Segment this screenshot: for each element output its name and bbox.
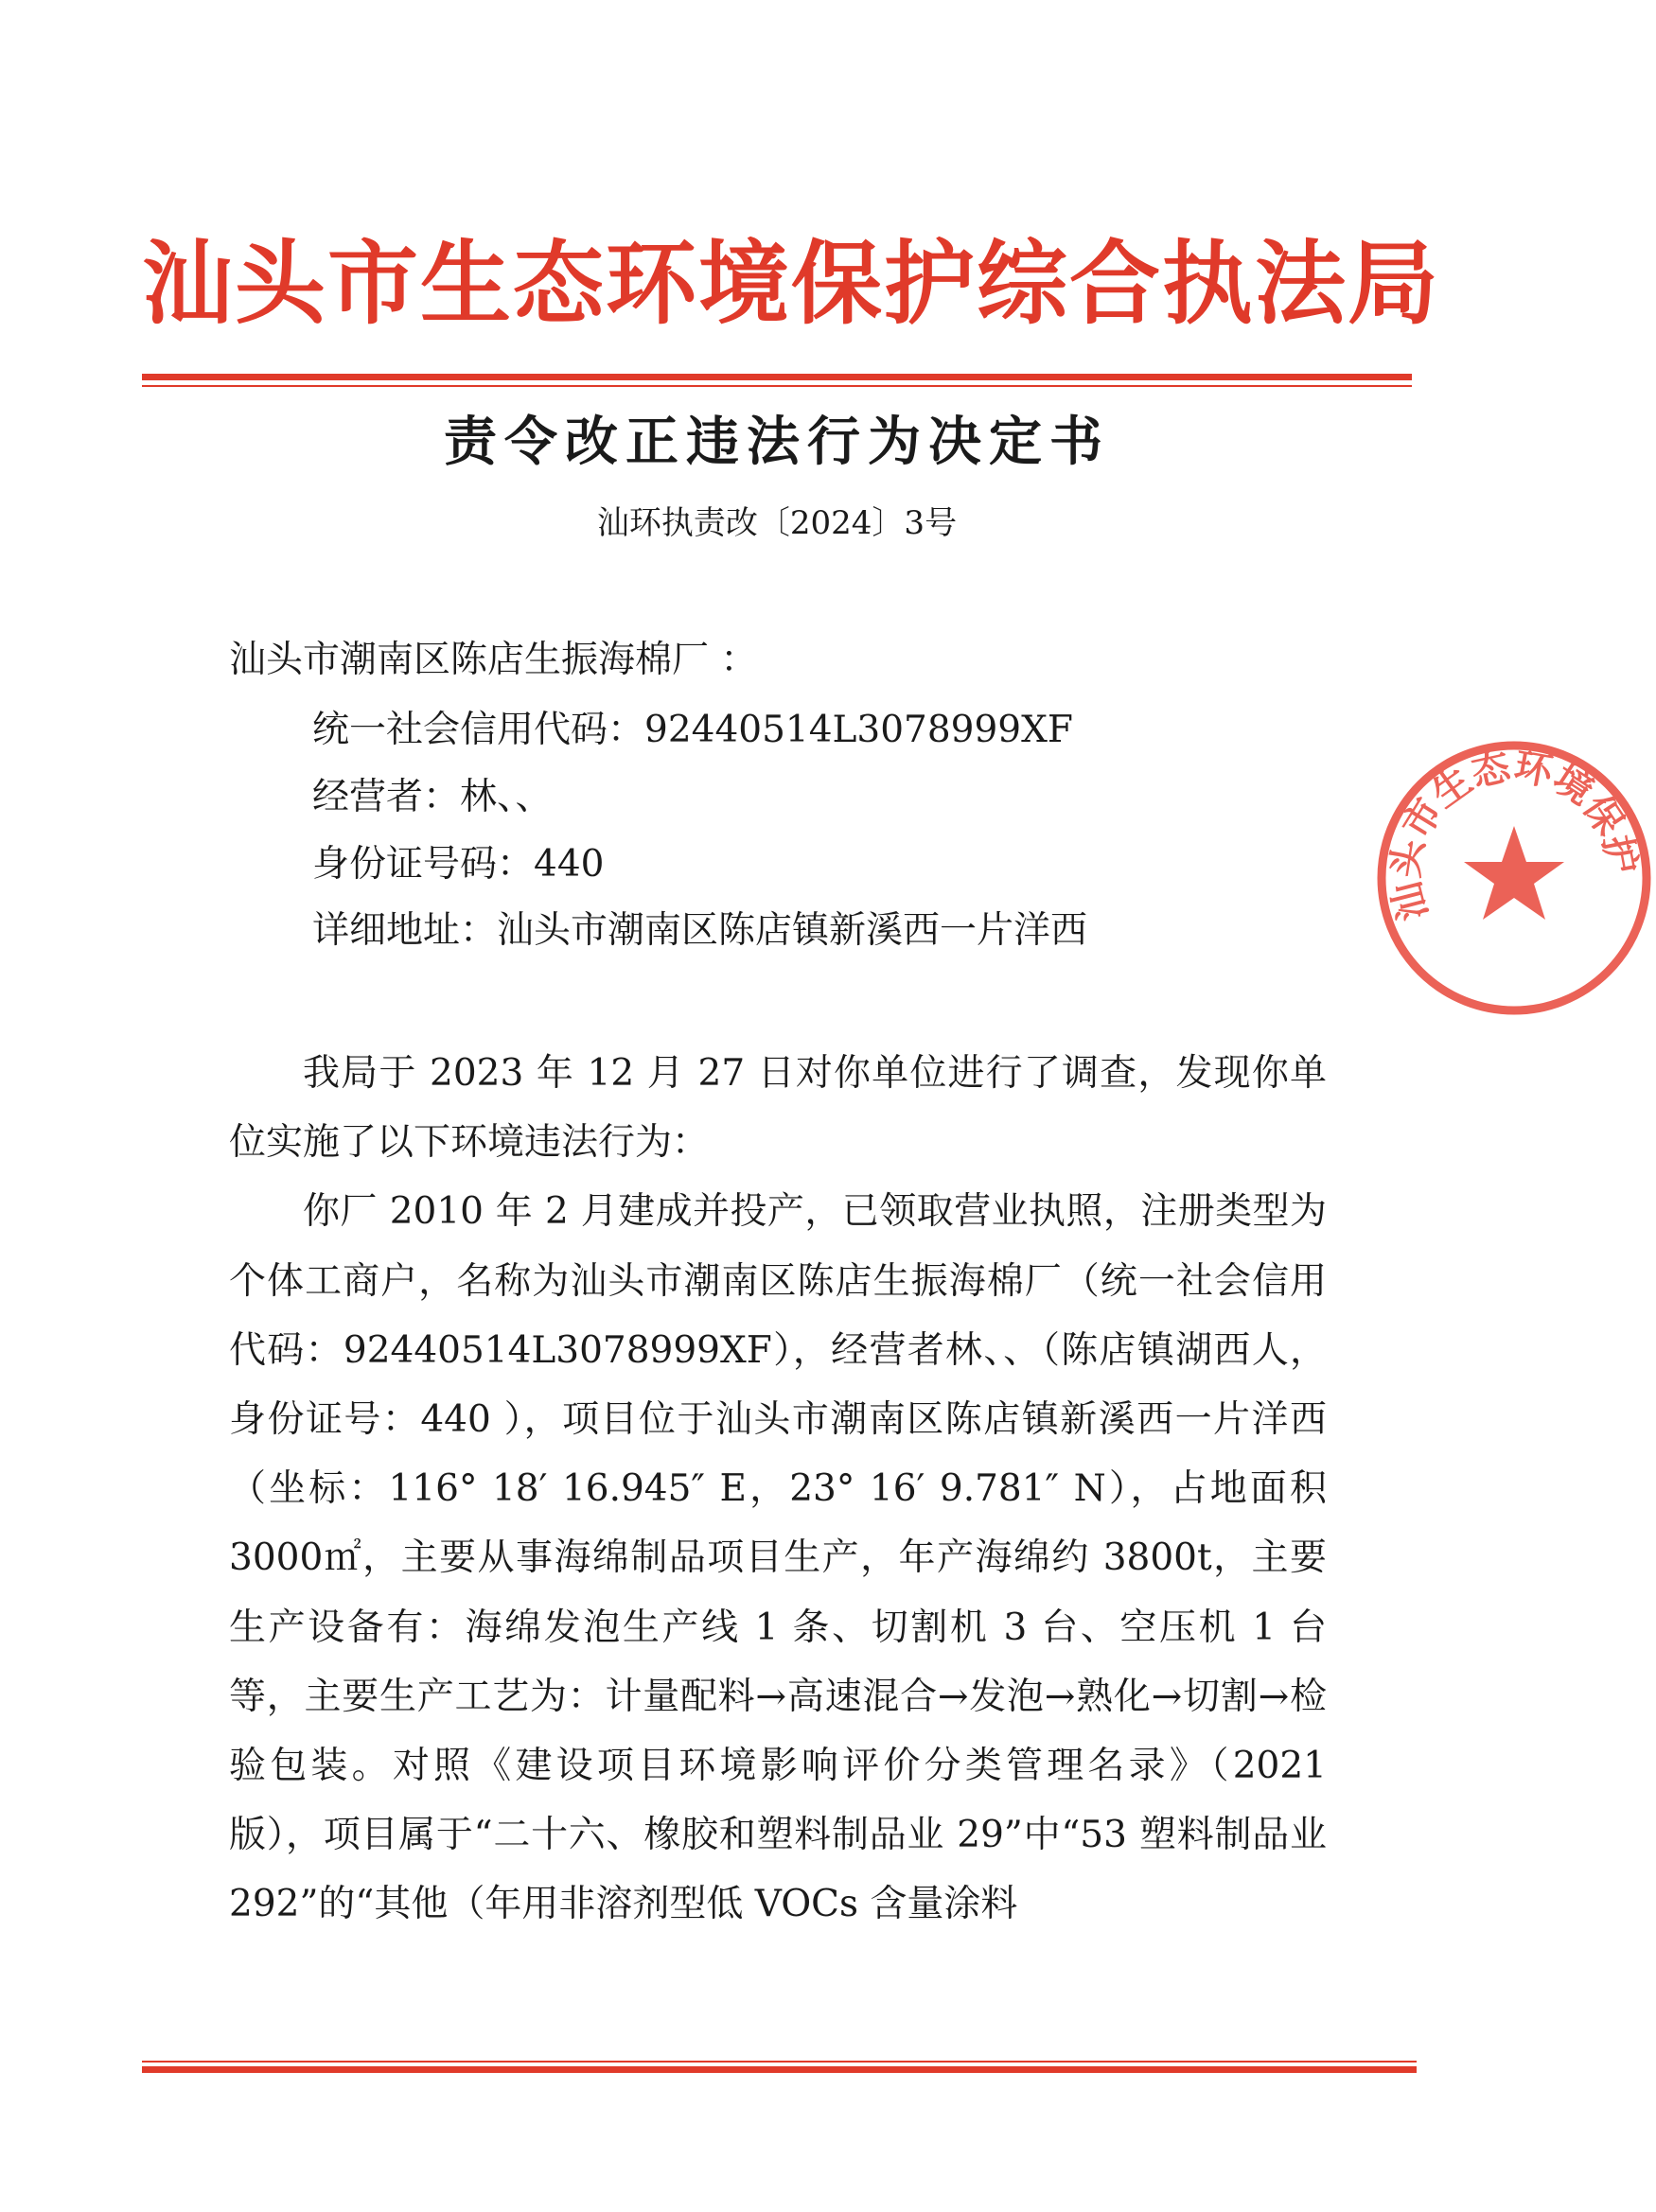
body-paragraph-1: 我局于 2023 年 12 月 27 日对你单位进行了调查，发现你单位实施了以下环境违法行为： [229, 1052, 1327, 1165]
seal-text: 汕头市生态环境保护 [1383, 744, 1646, 925]
seal-star-icon [1464, 826, 1564, 920]
agency-letterhead: 汕头市生态环境保护综合执法局 [142, 230, 1440, 337]
operator-line: 经营者：林、、 [312, 776, 553, 818]
addressee-name: 汕头市潮南区陈店生振海棉厂 ： [229, 639, 758, 681]
address-line: 详细地址：汕头市潮南区陈店镇新溪西一片洋西 [312, 909, 1088, 952]
body-text [229, 1039, 1327, 1940]
letterhead-rule-thin [142, 385, 1412, 387]
body-paragraph-2: 你厂 2010 年 2 月建成并投产，已领取营业执照，注册类型为个体工商户，名称为汕头市潮南区陈店生振海棉厂（统一社会信用代码：92440514L3078999XF），经营者林、、（陈店镇湖西人，身份证号：440 ），项目位于汕头市潮南区陈店镇新溪西一片洋西（坐标：116° 18′ 16.945″ E，23° 16′ 9.781″ N），占地面积 3000㎡，主要从事海绵制品项目生产，年产海绵约 3800t，主要生产设备有：海绵发泡生产线 1 条、切割机 3 台、空压机 1 台等，主要生产工艺为：计量配料→高速混合→发泡→熟化→切割→检验包装。对照《建设项目环境影响评价分类管理名录》（2021 版），项目属于“二十六、橡胶和塑料制品业 29”中“53 塑料制品业 292”的“其他（年用非溶剂型低 VOCs 含量涂料 [229, 1190, 1327, 1926]
footer-rule-thin [142, 2061, 1417, 2063]
letterhead-rule-thick [142, 374, 1412, 380]
footer-rule-thick [142, 2066, 1417, 2073]
official-seal-icon [1372, 736, 1656, 1020]
id-number-line: 身份证号码：440 [312, 843, 605, 886]
credit-code-line: 统一社会信用代码：92440514L3078999XF [312, 709, 1073, 751]
document-number: 汕环执责改〔2024〕3号 [596, 504, 958, 542]
document-title: 责令改正违法行为决定书 [444, 411, 1110, 473]
